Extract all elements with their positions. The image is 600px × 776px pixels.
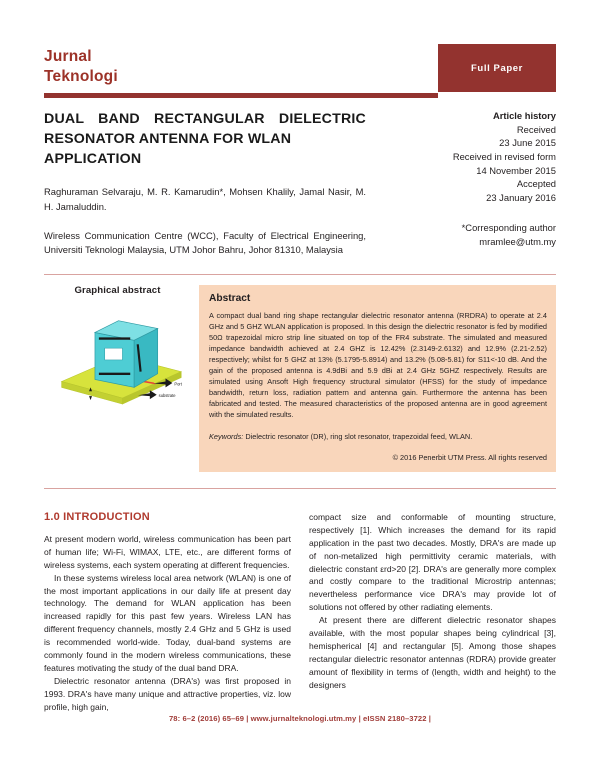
keywords bbox=[209, 431, 547, 442]
graphical-abstract bbox=[44, 285, 199, 408]
journal-name-line2: Teknologi bbox=[44, 67, 118, 85]
journal-name-line1: Jurnal bbox=[44, 48, 92, 65]
article-history-heading: Article history bbox=[492, 110, 556, 121]
abstract-panel bbox=[199, 285, 556, 472]
received-date: 23 June 2015 bbox=[499, 137, 556, 149]
page-footer: 78: 6–2 (2016) 65–69 | www.jurnalteknologi.utm.my | eISSN 2180–3722 | bbox=[168, 714, 432, 723]
antenna-diagram-figure bbox=[44, 304, 191, 408]
abstract-body: A compact dual band ring shape rectangular dielectric resonator antenna (RRDRA) to operate at 2.4 GHz and 5 GHZ WLAN application is proposed. In this design the dielectric resonator is fed by modified 50Ω trapezoidal micro strip line situated on top of the FR4 substrate. The simulated and measured impedance bandwidth achieved at 2.4 GHZ is 12.42% (2.3149-2.6132) and 12.9% (2.21-2.52) respectively; whilst for 5 GHZ at 13% (5.1795-5.8914) and 13.2% (5.08-5.81) for S11<-10 dB. And the gain of the proposed antenna is 4.9dBi and 5.9 dBi at 2.4 GHz 5GHZ respectively. Results are simulated using Ansoft High frequency structural simulator (HFSS) for the study of impedance bandwidth, return loss, radiation pattern and antenna gain. Furthermore the antenna has been fabricated and tested. The measured characteristics of the proposed antenna are in good agreement with the simulated results. bbox=[209, 310, 547, 419]
masthead-rule bbox=[44, 93, 438, 98]
journal-logo bbox=[44, 47, 118, 87]
divider-top bbox=[44, 274, 556, 275]
revised-date: 14 November 2015 bbox=[476, 164, 556, 176]
affiliation: Wireless Communication Centre (WCC), Faculty of Electrical Engineering, Universiti Teknologi Malaysia, UTM Johor Bahru, Johor 81310, Malaysia bbox=[44, 229, 366, 256]
body-columns bbox=[44, 511, 556, 714]
corresponding-author-label: *Corresponding author bbox=[461, 222, 556, 234]
masthead bbox=[44, 44, 556, 98]
body-column-right bbox=[309, 511, 556, 714]
abstract-row bbox=[44, 285, 556, 472]
paragraph: In these systems wireless local area network (WLAN) is one of the most important applications in our daily life at present day technology. The demand for WLAN application has been increased rapidly for this past few years. Wireless LAN has different frequency channels, mostly 2.4 GHz and 5 GHz is used is recommended world-wide. Today, dual-band systems are commonly found in the modern wireless communications, these features motivating the study of the dual band DRA. bbox=[44, 572, 291, 674]
title-row bbox=[44, 109, 556, 258]
abstract-heading: Abstract bbox=[209, 292, 251, 304]
full-paper-badge: Full Paper bbox=[438, 44, 556, 92]
accepted-date: 23 January 2016 bbox=[486, 191, 556, 203]
keywords-text: Dielectric resonator (DR), ring slot resonator, trapezoidal feed, WLAN. bbox=[243, 431, 473, 441]
antenna-diagram-svg bbox=[44, 304, 191, 408]
paragraph: At present modern world, wireless communication has been part of human life; Wi-Fi, WIMAX, LTE, etc., are different forms of wireless systems, each system operating at different frequencies. bbox=[44, 533, 291, 570]
page-content bbox=[44, 44, 556, 714]
page-title bbox=[44, 109, 366, 169]
received-label: Received bbox=[516, 123, 556, 135]
title-column bbox=[44, 109, 380, 258]
keywords-label: Keywords: bbox=[209, 431, 244, 441]
antenna-port-label: Port bbox=[174, 381, 182, 387]
paragraph: compact size and conformable of mounting structure, respectively [1]. Which increases the demand for its rapid application in the past two decades. Mostly, DRA's are made up of non-metalized high permittivity ceramic materials, with dielectric constant εrd>20 [2]. DRA's are generally more complex and costly compare to the traditional Microstrip antennas; nevertheless performance vice DRA's may provide lot of solutions not offered by other radiating elements. bbox=[309, 511, 556, 613]
author-list: Raghuraman Selvaraju, M. R. Kamarudin*, Mohsen Khalily, Jamal Nasir, M. H. Jamaluddin. bbox=[44, 186, 366, 213]
paper-title-main: DUAL BAND RECTANGULAR DIELECTRIC RESONATOR ANTENNA FOR WLAN bbox=[44, 111, 366, 148]
graphical-abstract-heading: Graphical abstract bbox=[74, 284, 161, 296]
paragraph: At present there are different dielectric resonator shapes available, with the most popular shapes being cylindrical [3], hemispherical [4] and rectangular [5]. Among those shapes rectangular dielectric resonator antennas (RDRA) provide greater amount of flexibility in terms of (length, width and height) to the designers bbox=[309, 615, 556, 690]
antenna-substrate-label: substrate bbox=[158, 392, 176, 398]
divider-bottom bbox=[44, 488, 556, 489]
paper-title-last-line: APPLICATION bbox=[44, 151, 142, 168]
article-history bbox=[380, 109, 556, 258]
corresponding-author-email[interactable]: mramlee@utm.my bbox=[479, 236, 556, 247]
paragraph: Dielectric resonator antenna (DRA's) was first proposed in 1993. DRA's have many unique and attractive properties, viz. low profile, high gain, bbox=[44, 675, 291, 712]
revised-label: Received in revised form bbox=[452, 150, 556, 162]
corresponding-author bbox=[380, 221, 556, 248]
accepted-label: Accepted bbox=[516, 178, 556, 190]
section-heading-introduction: 1.0 INTRODUCTION bbox=[44, 510, 150, 523]
copyright-notice: © 2016 Penerbit UTM Press. All rights reserved bbox=[392, 452, 547, 462]
body-column-left bbox=[44, 511, 291, 714]
